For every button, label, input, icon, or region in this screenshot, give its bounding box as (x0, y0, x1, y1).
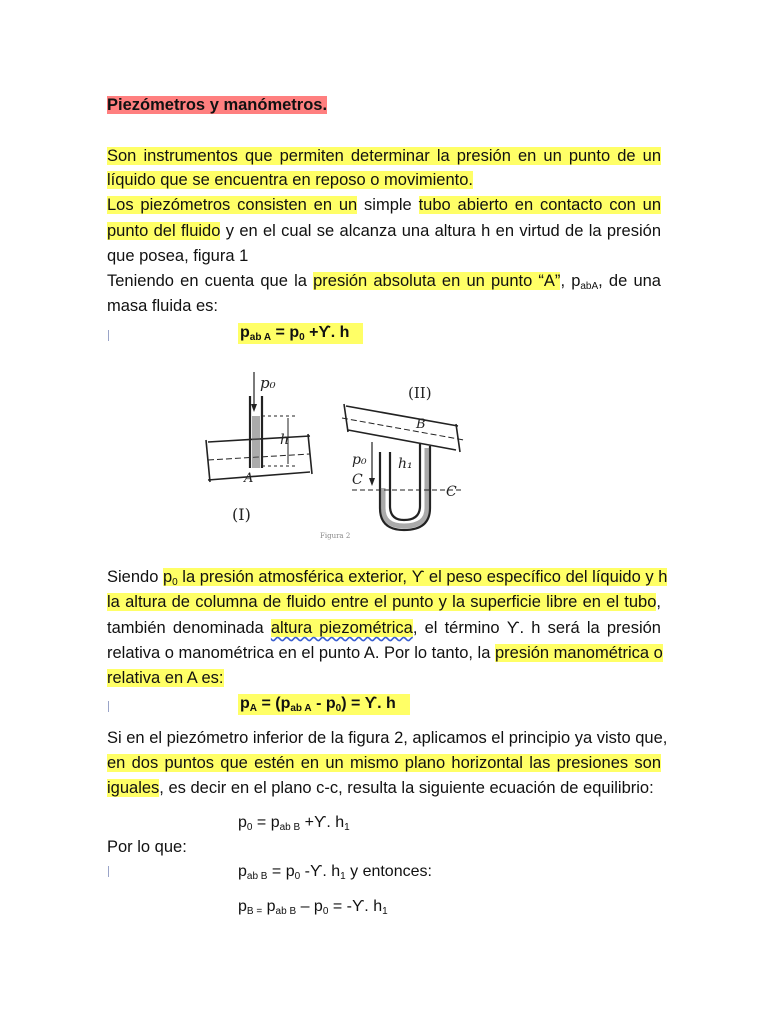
text-cursor-mark-3 (108, 866, 109, 877)
section-title: Piezómetros y manómetros. (107, 96, 328, 114)
label-C-right: C (446, 484, 457, 500)
paragraph-5-line-1: Si en el piezómetro inferior de la figura 2, aplicamos el principio ya visto que, (107, 729, 668, 747)
paragraph-5-line-3: iguales, es decir en el plano c-c, resulta la siguiente ecuación de equilibrio: (107, 779, 654, 797)
text-cursor-mark (108, 330, 109, 341)
paragraph-1-line-1: Son instrumentos que permiten determinar la presión en un punto de un (107, 147, 661, 165)
paragraph-4-line-2: la altura de columna de fluido entre el punto y la superficie libre en el tubo, (107, 593, 661, 611)
paragraph-2-line-2: punto del fluido y en el cual se alcanza una altura h en virtud de la presión (107, 222, 661, 240)
piezometer-figure (202, 368, 472, 542)
figure-caption: Figura 2 (320, 532, 351, 540)
paragraph-1-line-2: líquido que se encuentra en reposo o movimiento. (107, 171, 473, 189)
equation-3: $p_0 = p_{ab B} +ϒ$. $h_1$ (238, 814, 350, 833)
paragraph-4-line-4: relativa o manométrica en el punto A. Por lo tanto, la presión manométrica o (107, 644, 663, 662)
paragraph-5-line-2: en dos puntos que estén en un mismo plano horizontal las presiones son (107, 754, 661, 772)
paragraph-4-line-5: relativa en A es: (107, 669, 224, 687)
label-h: h (280, 432, 290, 448)
equation-1: $p_{ab A} = p_0 +ϒ$. h (238, 321, 363, 345)
paragraph-3-line-2: masa fluida es: (107, 297, 218, 315)
paragraph-3-line-1: Teniendo en cuenta que la presión absoluta en un punto “A”, $p_{abA}$, de una (107, 272, 661, 292)
label-figure-II: (II) (408, 384, 432, 402)
text-cursor-mark-2 (108, 701, 109, 712)
label-p0-fig1: p₀ (260, 374, 276, 392)
equation-5: $p_{B =}$ $p_{ab B} - p_0 = -ϒ$. $h_1$ (238, 898, 388, 917)
paragraph-4-line-3: también denominada altura piezométrica, el término ϒ. h será la presión (107, 619, 661, 637)
paragraph-2-line-1: Los piezómetros consisten en un simple tubo abierto en contacto con un (107, 196, 661, 214)
label-A: A (244, 471, 254, 486)
equation-4: $p_{ab B} = p_0$ -ϒ. $h_1$ y entonces: (238, 863, 432, 882)
label-figure-I: (I) (232, 505, 251, 524)
label-p0-fig2: p₀ (352, 452, 367, 468)
paragraph-2-line-3: que posea, figura 1 (107, 247, 249, 265)
label-C-left: C (352, 472, 363, 488)
label-B: B (416, 417, 426, 432)
equation-2: $p_A = (p_{ab A} - p_0) = ϒ$. h (238, 692, 410, 716)
paragraph-4-line-1: Siendo $p_0$ la presión atmosférica exterior, ϒ el peso específico del líquido y h (107, 568, 668, 588)
por-lo-que-text: Por lo que: (107, 838, 187, 856)
label-h1: h₁ (398, 456, 413, 472)
